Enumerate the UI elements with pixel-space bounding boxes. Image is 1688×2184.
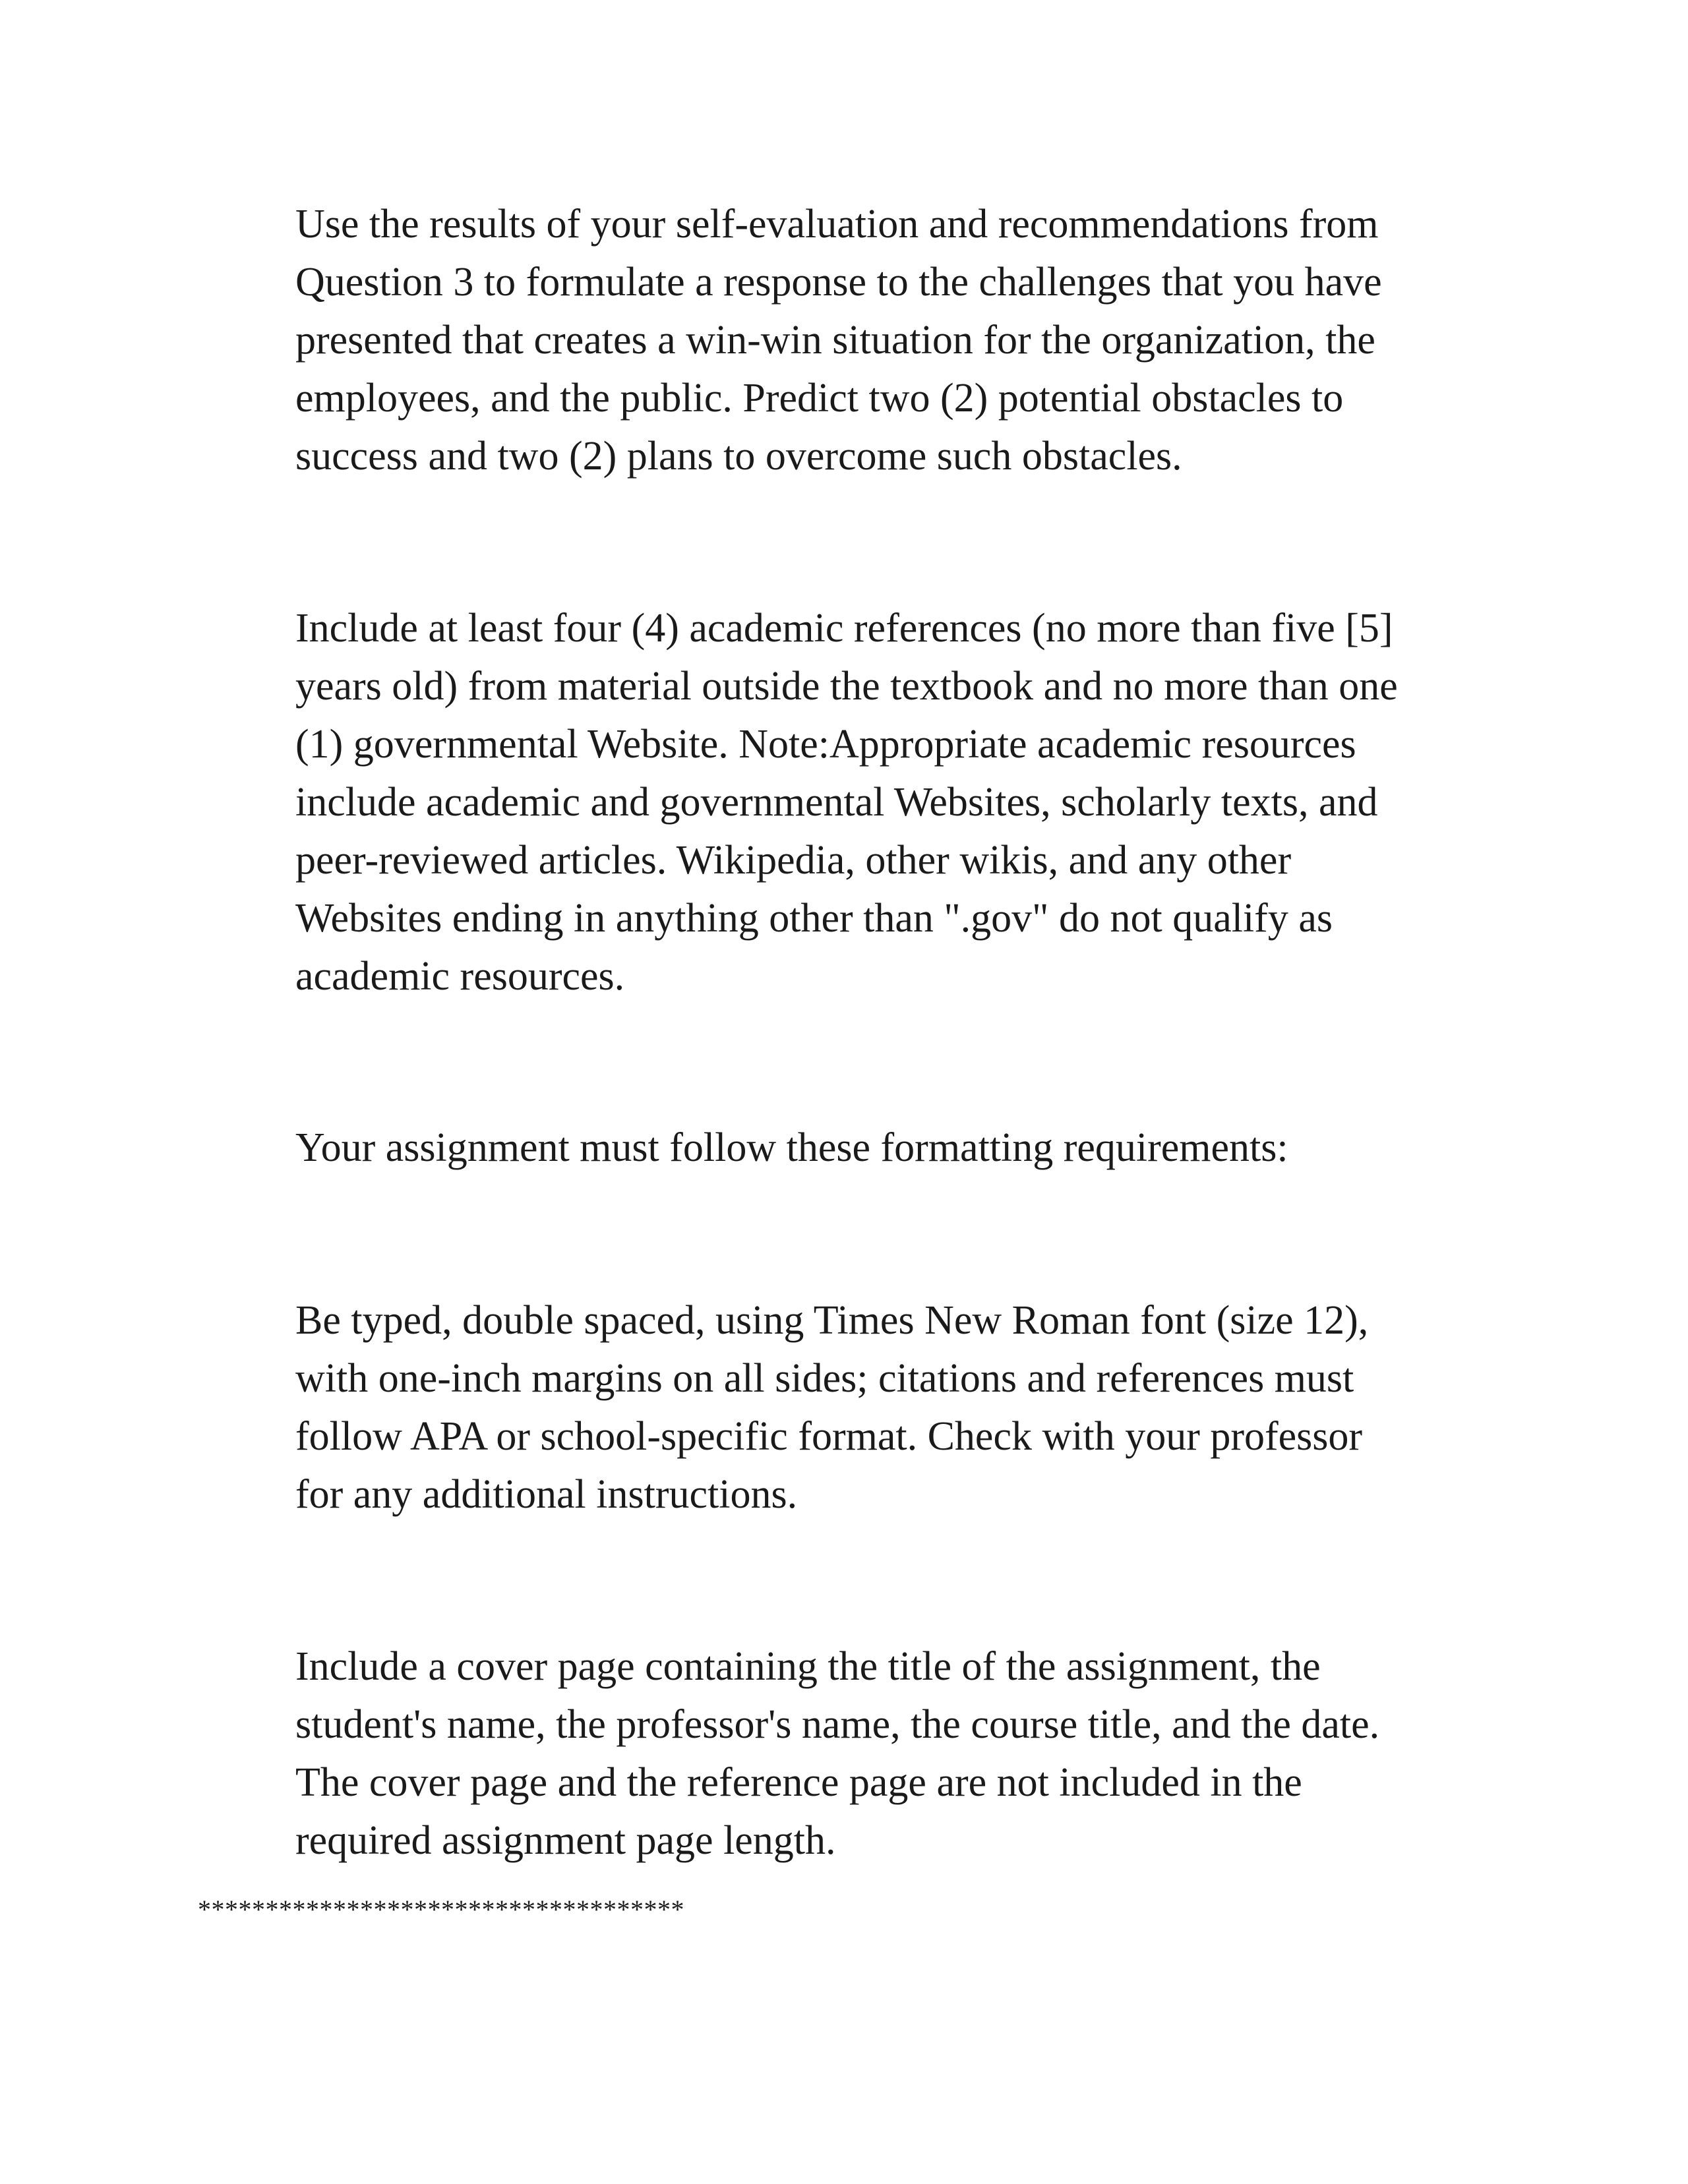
paragraph-academic-references: Include at least four (4) academic references (no more than five [5] years old) from material outside the textbook and no more than one (1) governmental Website. Note:Appropriate academic resources include academic and governmental Websites, scholarly texts, and peer-reviewed articles. Wikipedia, other wikis, and any other Websites ending in anything other than ".gov" do not qualify as academic resources. <box>295 606 1398 999</box>
paragraph-typing-requirements: Be typed, double spaced, using Times New Roman font (size 12), with one-inch margins on all sides; citations and references must follow APA or school-specific format. Check with your professor for any additional instructions. <box>295 1298 1369 1517</box>
paragraph-formatting-intro: Your assignment must follow these formatting requirements: <box>295 1125 1288 1170</box>
asterisk-divider: ************************************ <box>198 1895 684 1924</box>
paragraph-win-win-response: Use the results of your self-evaluation and recommendations from Question 3 to formulate a response to the challenges that you have presented that creates a win-win situation for the organization, the employees, and the public. Predict two (2) potential obstacles to success and two (2) plans to overcome such obstacles. <box>295 202 1382 479</box>
paragraph-cover-page: Include a cover page containing the title of the assignment, the student's name, the professor's name, the course title, and the date. The cover page and the reference page are not included in the required assignment page length. <box>295 1644 1380 1863</box>
